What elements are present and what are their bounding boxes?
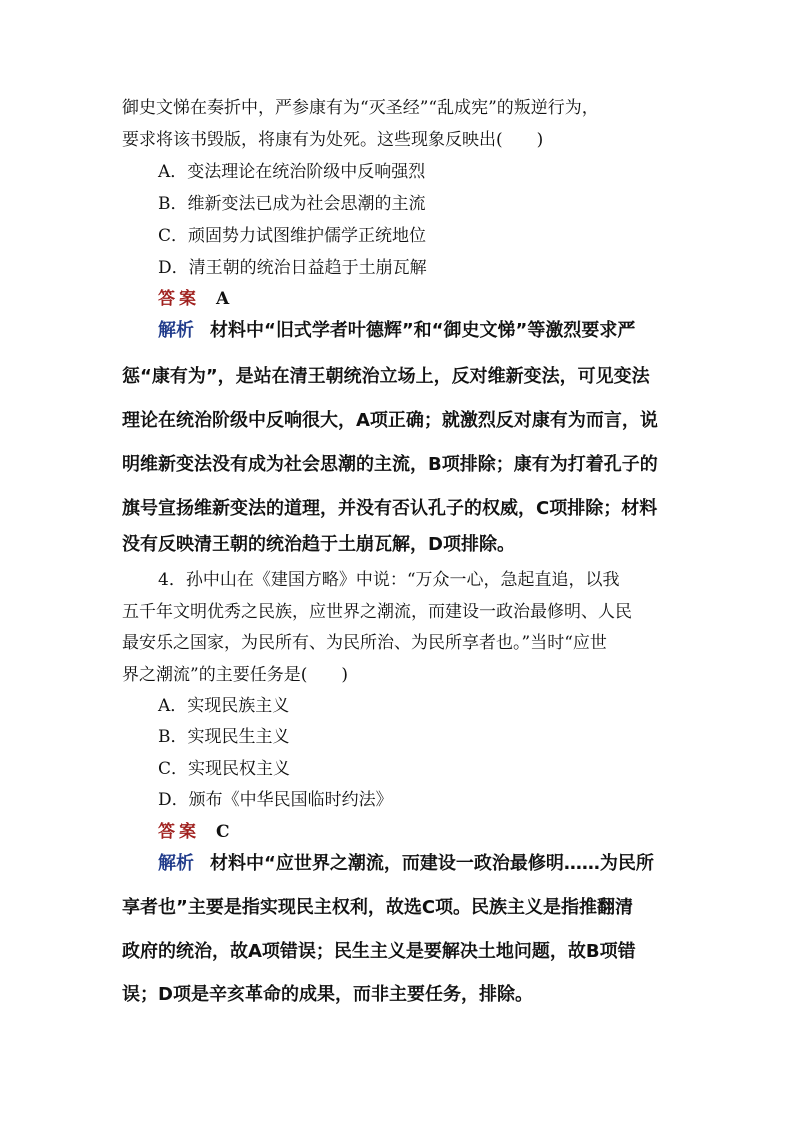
q3-analysis-line: 没有反映清王朝的统治趋于土崩瓦解，D项排除。: [122, 534, 515, 555]
q3-stem-line: 要求将该书毁版，将康有为处死。这些现象反映出( ): [122, 130, 544, 150]
answer-label: 答案: [158, 289, 200, 309]
q4-stem-line: 最安乐之国家，为民所有、为民所治、为民所享者也。”当时“应世: [122, 633, 607, 653]
analysis-label: 解析: [158, 853, 194, 874]
q4-analysis-line: 享者也”主要是指实现民主权利，故选C项。民族主义是指推翻清: [122, 897, 634, 918]
q3-analysis-line: 解析 材料中“旧式学者叶德辉”和“御史文悌”等激烈要求严: [158, 320, 636, 341]
answer-value: A: [216, 289, 230, 309]
answer-label: 答案: [158, 822, 200, 842]
q4-analysis-line: 政府的统治，故A项错误；民生主义是要解决土地问题，故B项错: [122, 941, 636, 962]
q3-option-b: B．维新变法已成为社会思潮的主流: [158, 194, 426, 214]
q4-answer: [158, 819, 718, 845]
q3-option-a: A．变法理论在统治阶级中反响强烈: [158, 162, 426, 182]
q3-option-c: C．顽固势力试图维护儒学正统地位: [158, 226, 427, 246]
q4-analysis-line: 误；D项是辛亥革命的成果，而非主要任务，排除。: [122, 984, 533, 1005]
q3-analysis-line: 旗号宣扬维新变法的道理，并没有否认孔子的权威，C项排除；材料: [122, 498, 658, 519]
q3-analysis-line: 理论在统治阶级中反响很大，A项正确；就激烈反对康有为而言，说: [122, 410, 658, 431]
analysis-label: 解析: [158, 320, 194, 341]
q3-analysis-line: 惩“康有为”，是站在清王朝统治立场上，反对维新变法，可见变法: [122, 366, 650, 387]
q4-option-a: A．实现民族主义: [158, 696, 290, 716]
answer-value: C: [216, 822, 230, 842]
q4-analysis-line: 解析 材料中“应世界之潮流，而建设一政治最修明……为民所: [158, 853, 654, 874]
q3-stem-line: 御史文悌在奏折中，严参康有为“灭圣经”“乱成宪”的叛逆行为，: [122, 98, 599, 118]
q4-stem-line: 4．孙中山在《建国方略》中说：“万众一心，急起直追，以我: [158, 570, 620, 590]
q3-answer: [158, 286, 718, 312]
q3-option-d: D．清王朝的统治日益趋于土崩瓦解: [158, 258, 427, 278]
q4-option-c: C．实现民权主义: [158, 759, 291, 779]
q4-stem-line: 五千年文明优秀之民族，应世界之潮流，而建设一政治最修明、人民: [122, 602, 632, 622]
q4-option-b: B．实现民生主义: [158, 727, 290, 747]
q4-stem-line: 界之潮流”的主要任务是( ): [122, 665, 348, 685]
q4-option-d: D．颁布《中华民国临时约法》: [158, 790, 393, 810]
q3-analysis-line: 明维新变法没有成为社会思潮的主流，B项排除；康有为打着孔子的: [122, 454, 658, 475]
